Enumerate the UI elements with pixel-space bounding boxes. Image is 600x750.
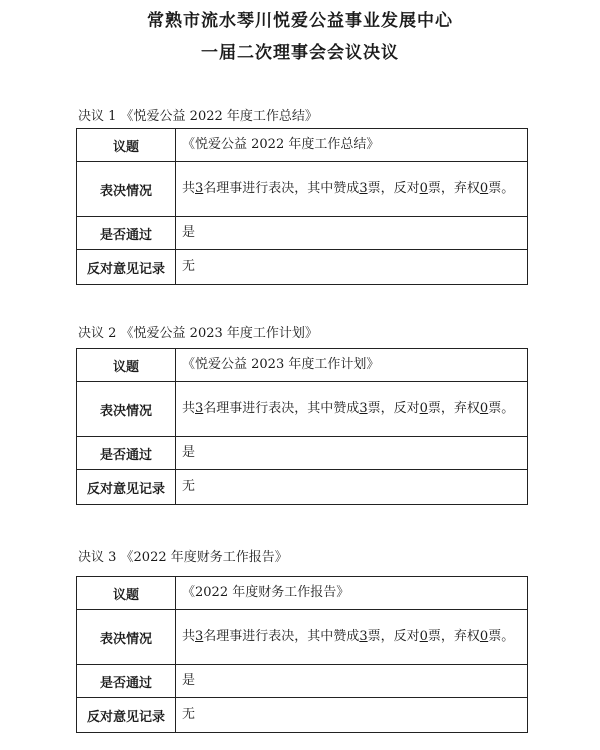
vote-no: 0: [419, 629, 428, 644]
topic-label: 议题: [77, 349, 176, 382]
objection-value: 无: [176, 250, 528, 285]
vote-label: 表决情况: [77, 162, 176, 217]
resolution-table: [76, 348, 528, 505]
vote-yes: 3: [359, 401, 368, 416]
passed-value: 是: [176, 217, 528, 250]
vote-label: 表决情况: [77, 382, 176, 437]
resolution-table: [76, 576, 528, 733]
resolution-table: [76, 128, 528, 285]
objection-label: 反对意见记录: [77, 470, 176, 505]
topic-label: 议题: [77, 129, 176, 162]
vote-yes: 3: [359, 629, 368, 644]
document-title: 常熟市流水琴川悦爱公益事业发展中心: [147, 11, 453, 31]
vote-total: 3: [195, 629, 204, 644]
topic-value: 《2022 年度财务工作报告》: [176, 577, 528, 610]
vote-label: 表决情况: [77, 610, 176, 665]
vote-value: 共3名理事进行表决，其中赞成3票，反对0票，弃权0票。: [176, 382, 528, 437]
vote-abstain: 0: [479, 401, 489, 416]
vote-no: 0: [419, 401, 428, 416]
vote-abstain: 0: [479, 629, 489, 644]
passed-label: 是否通过: [77, 665, 176, 698]
topic-value: 《悦爱公益 2023 年度工作计划》: [176, 349, 528, 382]
objection-value: 无: [176, 698, 528, 733]
vote-total: 3: [195, 181, 204, 196]
passed-label: 是否通过: [77, 437, 176, 470]
vote-value: 共3名理事进行表决，其中赞成3票，反对0票，弃权0票。: [176, 610, 528, 665]
topic-value: 《悦爱公益 2022 年度工作总结》: [176, 129, 528, 162]
document-subtitle: 一届二次理事会会议决议: [201, 43, 399, 63]
resolution-heading: 决议 3 《2022 年度财务工作报告》: [78, 550, 288, 565]
objection-value: 无: [176, 470, 528, 505]
vote-value: 共3名理事进行表决，其中赞成3票，反对0票，弃权0票。: [176, 162, 528, 217]
passed-value: 是: [176, 437, 528, 470]
passed-label: 是否通过: [77, 217, 176, 250]
resolution-heading: 决议 1 《悦爱公益 2022 年度工作总结》: [78, 109, 318, 124]
objection-label: 反对意见记录: [77, 698, 176, 733]
objection-label: 反对意见记录: [77, 250, 176, 285]
vote-total: 3: [195, 401, 204, 416]
passed-value: 是: [176, 665, 528, 698]
topic-label: 议题: [77, 577, 176, 610]
resolution-heading: 决议 2 《悦爱公益 2023 年度工作计划》: [78, 326, 318, 341]
vote-abstain: 0: [479, 181, 489, 196]
vote-no: 0: [419, 181, 428, 196]
vote-yes: 3: [359, 181, 368, 196]
